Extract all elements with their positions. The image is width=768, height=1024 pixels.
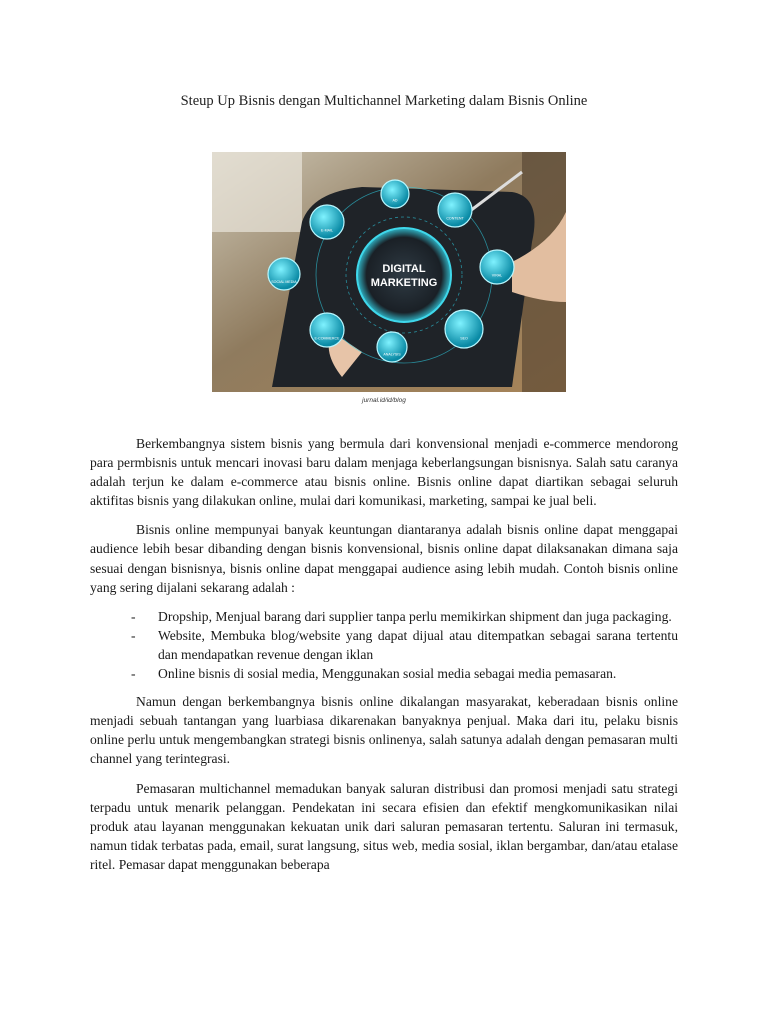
figure-node-label: VIRAL [491,273,503,278]
paragraph-3: Namun dengan berkembangnya bisnis online dikalangan masyarakat, keberadaan bisnis online menjadi sebuah tantangan yang luarbiasa dikarenakan banyaknya penjual. Maka dari itu, pelaku bisnis online perlu untuk mengembangkan strategi bisnis onlinenya, salah satunya adalah dengan pemasaran multi channel yang terintegrasi. [90,694,678,767]
list-item: - Online bisnis di sosial media, Menggunakan sosial media sebagai media pemasaran. [90,664,678,683]
list-dash: - [131,666,136,682]
figure-node-label: E-MAIL [321,228,333,233]
image-caption: jurnal.id/id/blog [362,397,406,404]
figure-node-label: SEO [460,336,468,341]
center-text-line2: MARKETING [370,277,438,289]
figure-node [377,332,407,362]
paragraph-1: Berkembangnya sistem bisnis yang bermula dari konvensional menjadi e-commerce mendorong para permbisnis untuk mencari inovasi baru dalam menjaga keberlangsungan bisnisnya. Salah satu caranya adalah terjun ke dalam e-commerce atau bisnis online. Bisnis online dapat diartikan sebagai seluruh aktifitas bisnis yang dilakukan online, mulai dari komunikasi, marketing, sampai ke jual beli. [90,436,678,509]
document-title: Steup Up Bisnis dengan Multichannel Marketing dalam Bisnis Online [180,93,588,109]
business-examples-list [90,607,678,683]
list-dash: - [131,608,136,624]
figure-node [381,180,409,208]
list-dash: - [131,627,136,643]
figure-node [310,205,344,239]
figure-node [445,310,483,348]
figure-node-label: SOCIAL MEDIA [271,279,297,284]
figure-node-label: CONTENT [446,216,464,221]
digital-marketing-image [212,152,566,392]
center-text-line1: DIGITAL [382,263,426,275]
figure-node-label: ANALYSIS [383,352,401,357]
figure-node-label: AD [392,198,398,203]
paragraph-4: Pemasaran multichannel memadukan banyak saluran distribusi dan promosi menjadi satu strategi terpadu untuk menarik pelanggan. Pendekatan ini secara efisien dan efektif mengkomunikasikan nilai produk atau layanan menggunakan kekuatan unik dari saluran pemasaran tertentu. Saluran ini termasuk, namun tidak terbatas pada, email, surat langsung, situs web, media sosial, iklan bergambar, dan/atau etalase ritel. Pemasar dapat menggunakan beberapa [90,780,678,872]
paragraph-2: Bisnis online mempunyai banyak keuntungan diantaranya adalah bisnis online dapat menggapai audience lebih besar dibanding dengan bisnis konvensional, bisnis online dapat dilaksanakan dimana saja sesuai dengan bisnisnya, bisnis online dapat menggapai audience asing lebih mudah. Contoh bisnis online yang sering dijalani sekarang adalah : [90,522,678,595]
list-item: - Dropship, Menjual barang dari supplier tanpa perlu memikirkan shipment dan juga packaging. [90,607,678,626]
figure-node [438,193,472,227]
figure-node [268,258,300,290]
list-item: - Website, Membuka blog/website yang dapat dijual atau ditempatkan sebagai sarana tertentu dan mendapatkan revenue dengan iklan [131,627,678,662]
document-body [90,434,678,884]
figure-node-label: E-COMMERCE [314,336,340,341]
figure-node [310,313,344,347]
figure-node [480,250,514,284]
